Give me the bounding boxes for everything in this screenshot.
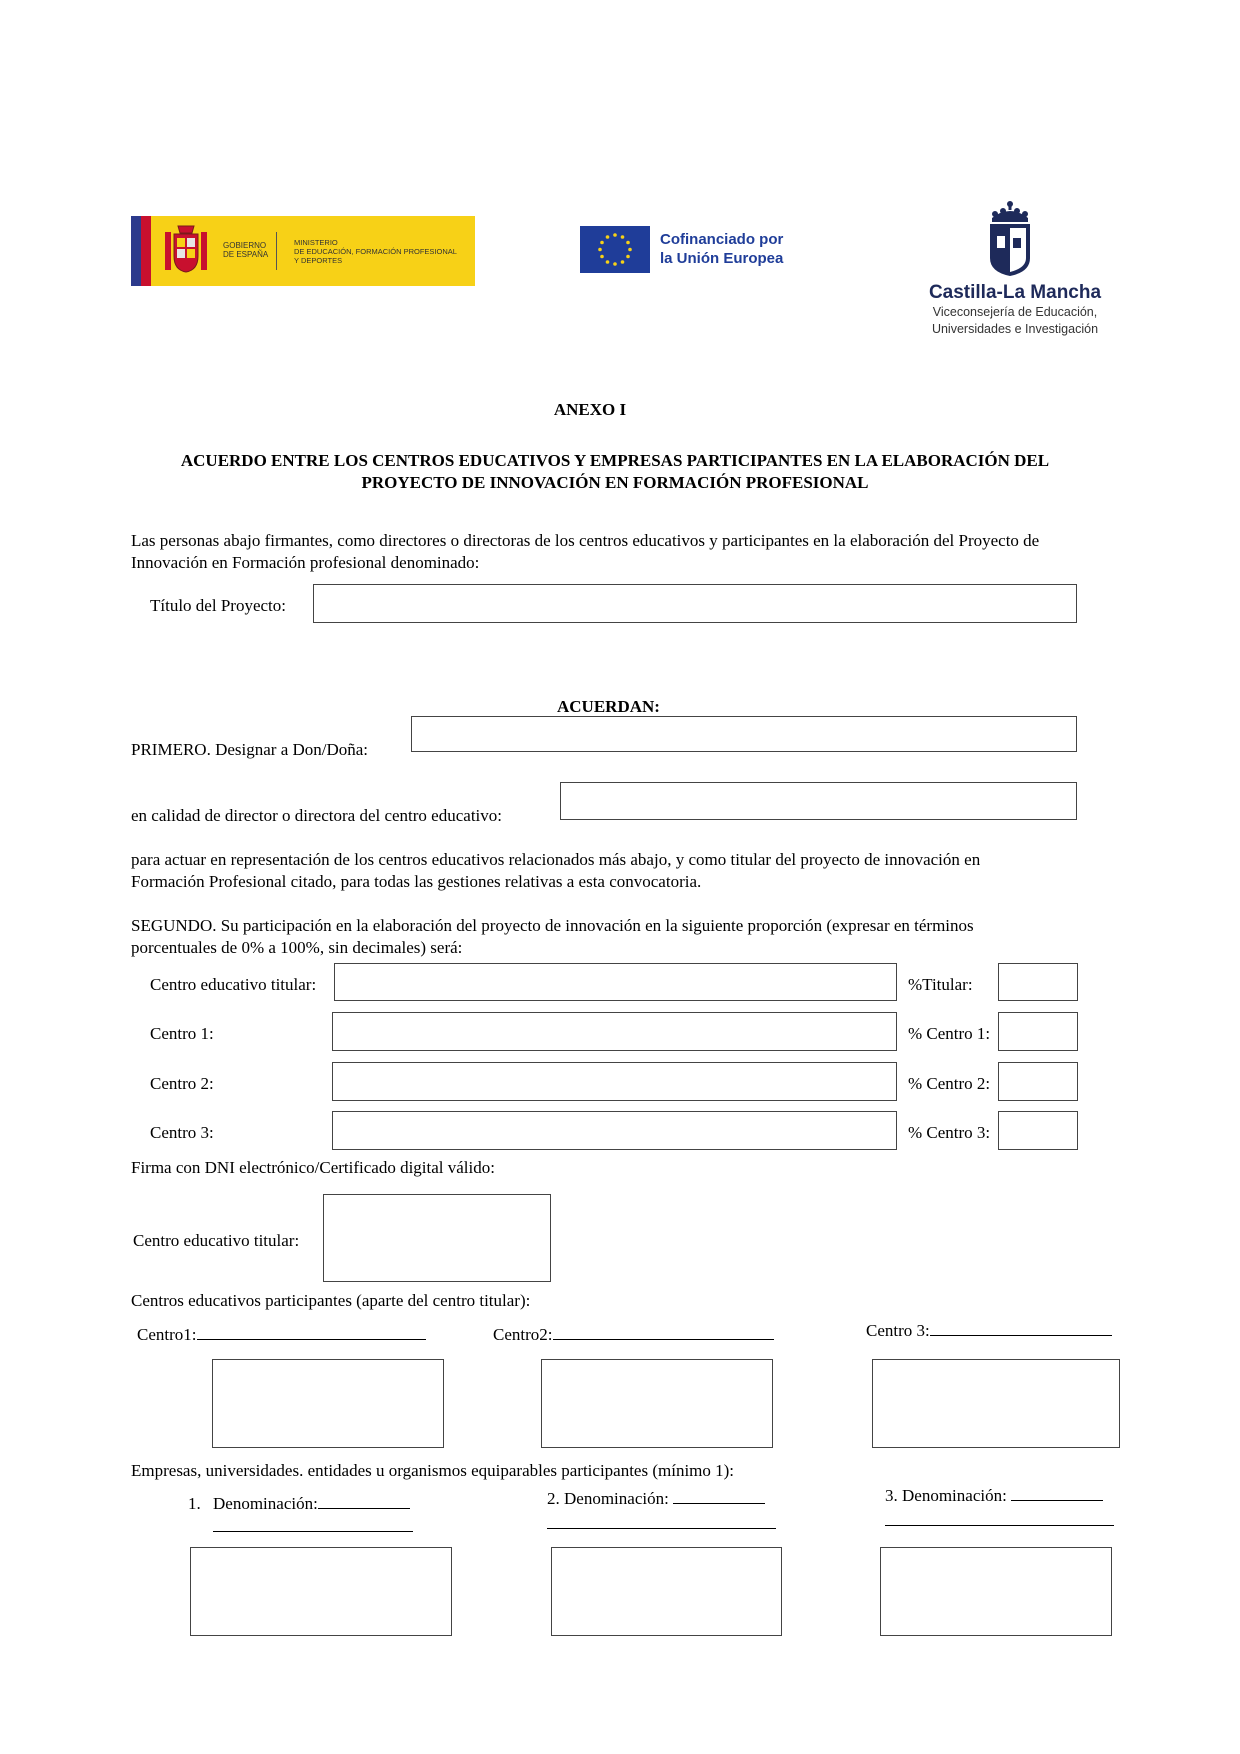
company2-denomination [547, 1488, 765, 1510]
primero-line1: para actuar en representación de los centros educativos relacionados más abajo, y como titular del proyecto de innovación en [131, 850, 981, 869]
segundo-line1: SEGUNDO. Su participación en la elaboración del proyecto de innovación en la siguiente proporción (expresar en términos [131, 916, 974, 935]
company3-line2 [885, 1509, 1114, 1526]
eu-line1: Cofinanciado por [660, 231, 784, 248]
centro3-signature-text: Centro 3: [866, 1321, 930, 1340]
centro2-pct-field[interactable] [998, 1062, 1078, 1101]
company3-label: Denominación: [902, 1486, 1007, 1505]
row-centro1-label: Centro 1: [150, 1024, 214, 1043]
company1-denomination [188, 1493, 410, 1515]
company2-signature-box[interactable] [551, 1547, 782, 1636]
clm-line2: Universidades e Investigación [931, 322, 1099, 336]
director-center-field[interactable] [560, 782, 1077, 820]
primero-label: PRIMERO. Designar a Don/Doña: [131, 740, 369, 759]
document-title-line2: PROYECTO DE INNOVACIÓN EN FORMACIÓN PROFESIONAL [361, 473, 869, 492]
participants-heading: Centros educativos participantes (aparte del centro titular): [131, 1291, 531, 1310]
crown-shield-icon [986, 200, 1034, 280]
centro2-field[interactable] [332, 1062, 897, 1101]
ministry-line3: Y DEPORTES [294, 256, 343, 265]
eu-flag-icon [580, 226, 650, 273]
titular-signature-label: Centro educativo titular: [133, 1231, 300, 1250]
company2-label: Denominación: [564, 1489, 669, 1508]
centro1-signature-text: Centro1: [137, 1325, 197, 1344]
centro2-signature-box[interactable] [541, 1359, 773, 1448]
annex-heading: ANEXO I [553, 400, 627, 419]
centro2-signature-label [493, 1324, 774, 1346]
director-label: en calidad de director o directora del centro educativo: [131, 806, 502, 825]
project-title-label: Título del Proyecto: [150, 596, 286, 615]
clm-line1: Viceconsejería de Educación, [932, 305, 1098, 319]
centro1-signature-label [137, 1324, 426, 1346]
row-centro1-pct-label: % Centro 1: [908, 1024, 991, 1043]
clm-name: Castilla-La Mancha [928, 282, 1102, 303]
designated-person-field[interactable] [411, 716, 1077, 752]
row-titular-label: Centro educativo titular: [150, 975, 317, 994]
primero-line2: Formación Profesional citado, para todas las gestiones relativas a esta convocatoria. [131, 872, 702, 891]
titular-signature-box[interactable] [323, 1194, 551, 1282]
intro-line2: Innovación en Formación profesional denominado: [131, 553, 480, 572]
row-titular-pct-label: %Titular: [908, 975, 973, 994]
row-centro2-pct-label: % Centro 2: [908, 1074, 991, 1093]
company1-number: 1. [188, 1494, 201, 1513]
eu-cofinanced-logo [580, 226, 800, 276]
titular-center-field[interactable] [334, 963, 897, 1001]
row-centro3-pct-label: % Centro 3: [908, 1123, 991, 1142]
row-centro3-label: Centro 3: [150, 1123, 214, 1142]
company3-denomination [885, 1485, 1103, 1507]
ministry-line2: DE EDUCACIÓN, FORMACIÓN PROFESIONAL [294, 247, 457, 256]
project-title-field[interactable] [313, 584, 1077, 623]
castilla-la-mancha-logo [910, 200, 1120, 340]
companies-heading: Empresas, universidades. entidades u organismos equiparables participantes (mínimo 1): [131, 1461, 735, 1480]
signature-heading: Firma con DNI electrónico/Certificado digital válido: [131, 1158, 495, 1177]
spain-government-logo [131, 216, 475, 286]
eu-line2: la Unión Europea [660, 250, 784, 267]
segundo-line2: porcentuales de 0% a 100%, sin decimales) será: [131, 938, 463, 957]
coat-of-arms-icon [161, 224, 211, 278]
ministry-line1: MINISTERIO [294, 238, 338, 247]
company1-label: Denominación: [213, 1494, 318, 1513]
company2-number: 2. [547, 1489, 560, 1508]
company2-line2 [547, 1512, 776, 1529]
spain-gov-line2: DE ESPAÑA [223, 250, 269, 259]
spain-gov-line1: GOBIERNO [223, 241, 267, 250]
company3-signature-box[interactable] [880, 1547, 1112, 1636]
row-centro2-label: Centro 2: [150, 1074, 214, 1093]
centro3-pct-field[interactable] [998, 1111, 1078, 1150]
centro1-field[interactable] [332, 1012, 897, 1051]
document-title-line1: ACUERDO ENTRE LOS CENTROS EDUCATIVOS Y EMPRESAS PARTICIPANTES EN LA ELABORACIÓN DEL [180, 451, 1050, 470]
company1-line2 [213, 1515, 413, 1532]
centro2-signature-text: Centro2: [493, 1325, 553, 1344]
centro3-signature-box[interactable] [872, 1359, 1120, 1448]
centro1-signature-box[interactable] [212, 1359, 444, 1448]
titular-pct-field[interactable] [998, 963, 1078, 1001]
company1-signature-box[interactable] [190, 1547, 452, 1636]
centro1-pct-field[interactable] [998, 1012, 1078, 1051]
centro3-field[interactable] [332, 1111, 897, 1150]
acuerdan-heading: ACUERDAN: [557, 697, 660, 716]
company3-number: 3. [885, 1486, 898, 1505]
centro3-signature-label [866, 1320, 1112, 1342]
intro-line1: Las personas abajo firmantes, como directores o directoras de los centros educativos y participantes en la elaboración del Proyecto de [131, 531, 1040, 550]
